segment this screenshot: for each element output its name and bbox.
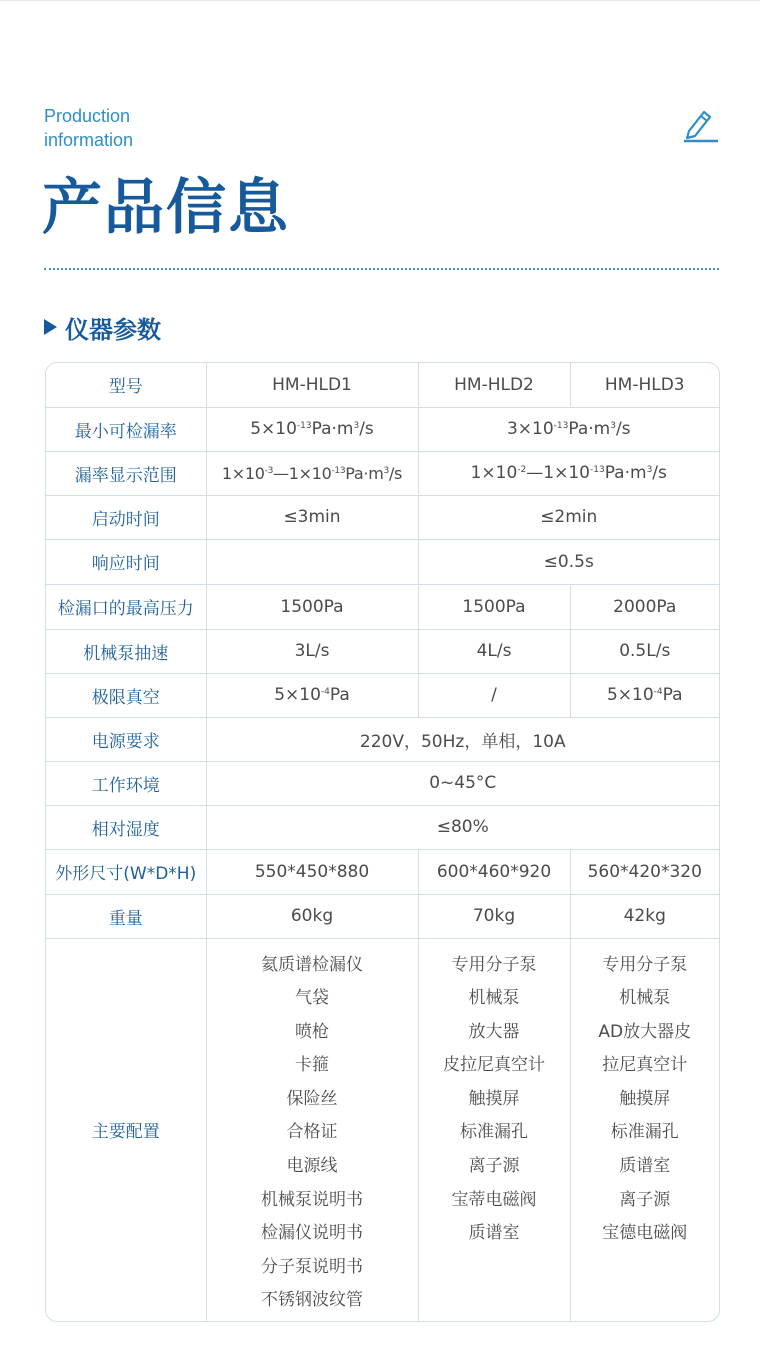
cell-value	[206, 539, 418, 584]
cell-value: /	[418, 673, 570, 717]
table-row-vacuum	[46, 673, 719, 717]
table-row-range	[46, 451, 719, 495]
subtitle-line-2: information	[44, 130, 134, 150]
row-label: 主要配置	[46, 938, 206, 1321]
list-item: 合格证	[286, 1122, 338, 1143]
list-item: 电源线	[286, 1156, 338, 1177]
section-title: 仪器参数	[65, 315, 161, 344]
cell-value: 600*460*920	[418, 849, 570, 894]
table-row-weight	[46, 894, 719, 938]
spec-table	[45, 362, 720, 1322]
list-item: 触摸屏	[468, 1088, 520, 1109]
cell-value: ≤3min	[206, 495, 418, 539]
list-item: 质谱室	[468, 1223, 520, 1244]
list-item: 放大器	[468, 1021, 520, 1042]
config-list-3	[570, 938, 719, 1321]
cell-value: 3L/s	[206, 629, 418, 673]
pen-edit-icon	[682, 104, 720, 144]
cell-value: $5\times 10^{-13}Pa\cdot m^3/s$	[206, 407, 418, 451]
row-label: 机械泵抽速	[46, 629, 206, 673]
list-item: 宝蒂电磁阀	[451, 1189, 537, 1210]
table-row-size	[46, 849, 719, 894]
list-item: 机械泵	[468, 988, 520, 1009]
list-item: 皮拉尼真空计	[443, 1055, 545, 1076]
subtitle-line-1: Production	[44, 106, 131, 126]
list-item: 机械泵说明书	[261, 1189, 363, 1210]
cell-value: $1\times 10^{-2}—1\times 10^{-13}Pa\cdot m^3/s$	[418, 451, 719, 495]
list-item: 氦质谱检漏仪	[261, 954, 363, 975]
cell-value: 1500Pa	[418, 584, 570, 629]
list-item: 检漏仪说明书	[261, 1223, 363, 1244]
row-label: 型号	[46, 363, 206, 407]
list-item: 机械泵	[619, 988, 671, 1009]
model-2: HM-HLD2	[418, 363, 570, 407]
list-item: 不锈钢波纹管	[261, 1290, 363, 1311]
cell-value: $5\times 10^{-4}Pa$	[206, 673, 418, 717]
row-label: 最小可检漏率	[46, 407, 206, 451]
cell-value: 0.5L/s	[570, 629, 719, 673]
list-item: 离子源	[468, 1156, 520, 1177]
row-label: 外形尺寸(W*D*H)	[46, 849, 206, 894]
row-label: 检漏口的最高压力	[46, 584, 206, 629]
top-divider	[0, 0, 760, 1]
triangle-right-icon	[44, 319, 57, 335]
list-item: 卡箍	[295, 1055, 329, 1076]
section-heading	[44, 310, 161, 344]
list-item: 离子源	[619, 1189, 671, 1210]
table-row-config	[46, 938, 719, 1321]
cell-value: $3\times 10^{-13}Pa\cdot m^3/s$	[418, 407, 719, 451]
cell-value: $1\times 10^{-3}—1\times 10^{-13}Pa\cdot m^3/s$	[206, 451, 418, 495]
list-item: 拉尼真空计	[602, 1055, 688, 1076]
subtitle-english	[44, 104, 133, 152]
list-item: 标准漏孔	[460, 1122, 528, 1143]
list-item: 质谱室	[619, 1156, 671, 1177]
cell-value: 560*420*320	[570, 849, 719, 894]
cell-value: 1500Pa	[206, 584, 418, 629]
list-item: 宝德电磁阀	[602, 1223, 688, 1244]
dotted-divider	[44, 268, 719, 270]
list-item: 专用分子泵	[602, 954, 688, 975]
model-1: HM-HLD1	[206, 363, 418, 407]
table-row-max-pressure	[46, 584, 719, 629]
cell-value: 2000Pa	[570, 584, 719, 629]
cell-value: 4L/s	[418, 629, 570, 673]
cell-value: ≤2min	[418, 495, 719, 539]
table-row-env	[46, 761, 719, 805]
cell-value: 550*450*880	[206, 849, 418, 894]
cell-value: 70kg	[418, 894, 570, 938]
cell-value: 42kg	[570, 894, 719, 938]
list-item: 保险丝	[286, 1088, 338, 1109]
cell-value: 60kg	[206, 894, 418, 938]
cell-value: $5\times 10^{-4}Pa$	[570, 673, 719, 717]
cell-value: 220V，50Hz，单相，10A	[206, 717, 719, 761]
row-label: 重量	[46, 894, 206, 938]
table-row-power	[46, 717, 719, 761]
row-label: 电源要求	[46, 717, 206, 761]
page-title: 产品信息	[42, 173, 290, 243]
list-item: 气袋	[295, 988, 329, 1009]
row-label: 漏率显示范围	[46, 451, 206, 495]
row-label: 响应时间	[46, 539, 206, 584]
table-row-start	[46, 495, 719, 539]
list-item: 喷枪	[295, 1021, 329, 1042]
list-item: 触摸屏	[619, 1088, 671, 1109]
table-row-response	[46, 539, 719, 584]
row-label: 极限真空	[46, 673, 206, 717]
model-3: HM-HLD3	[570, 363, 719, 407]
config-list-2	[418, 938, 570, 1321]
cell-value: ≤0.5s	[418, 539, 719, 584]
cell-value: 0~45°C	[206, 761, 719, 805]
row-label: 启动时间	[46, 495, 206, 539]
table-row-humidity	[46, 805, 719, 849]
list-item: 标准漏孔	[610, 1122, 679, 1143]
list-item: 分子泵说明书	[261, 1256, 363, 1277]
row-label: 工作环境	[46, 761, 206, 805]
table-row-model	[46, 363, 719, 407]
row-label: 相对湿度	[46, 805, 206, 849]
list-item: 专用分子泵	[451, 954, 537, 975]
table-row-min-rate	[46, 407, 719, 451]
list-item: AD放大器皮	[598, 1021, 692, 1042]
table-row-pump-speed	[46, 629, 719, 673]
cell-value: ≤80%	[206, 805, 719, 849]
config-list-1	[206, 938, 418, 1321]
